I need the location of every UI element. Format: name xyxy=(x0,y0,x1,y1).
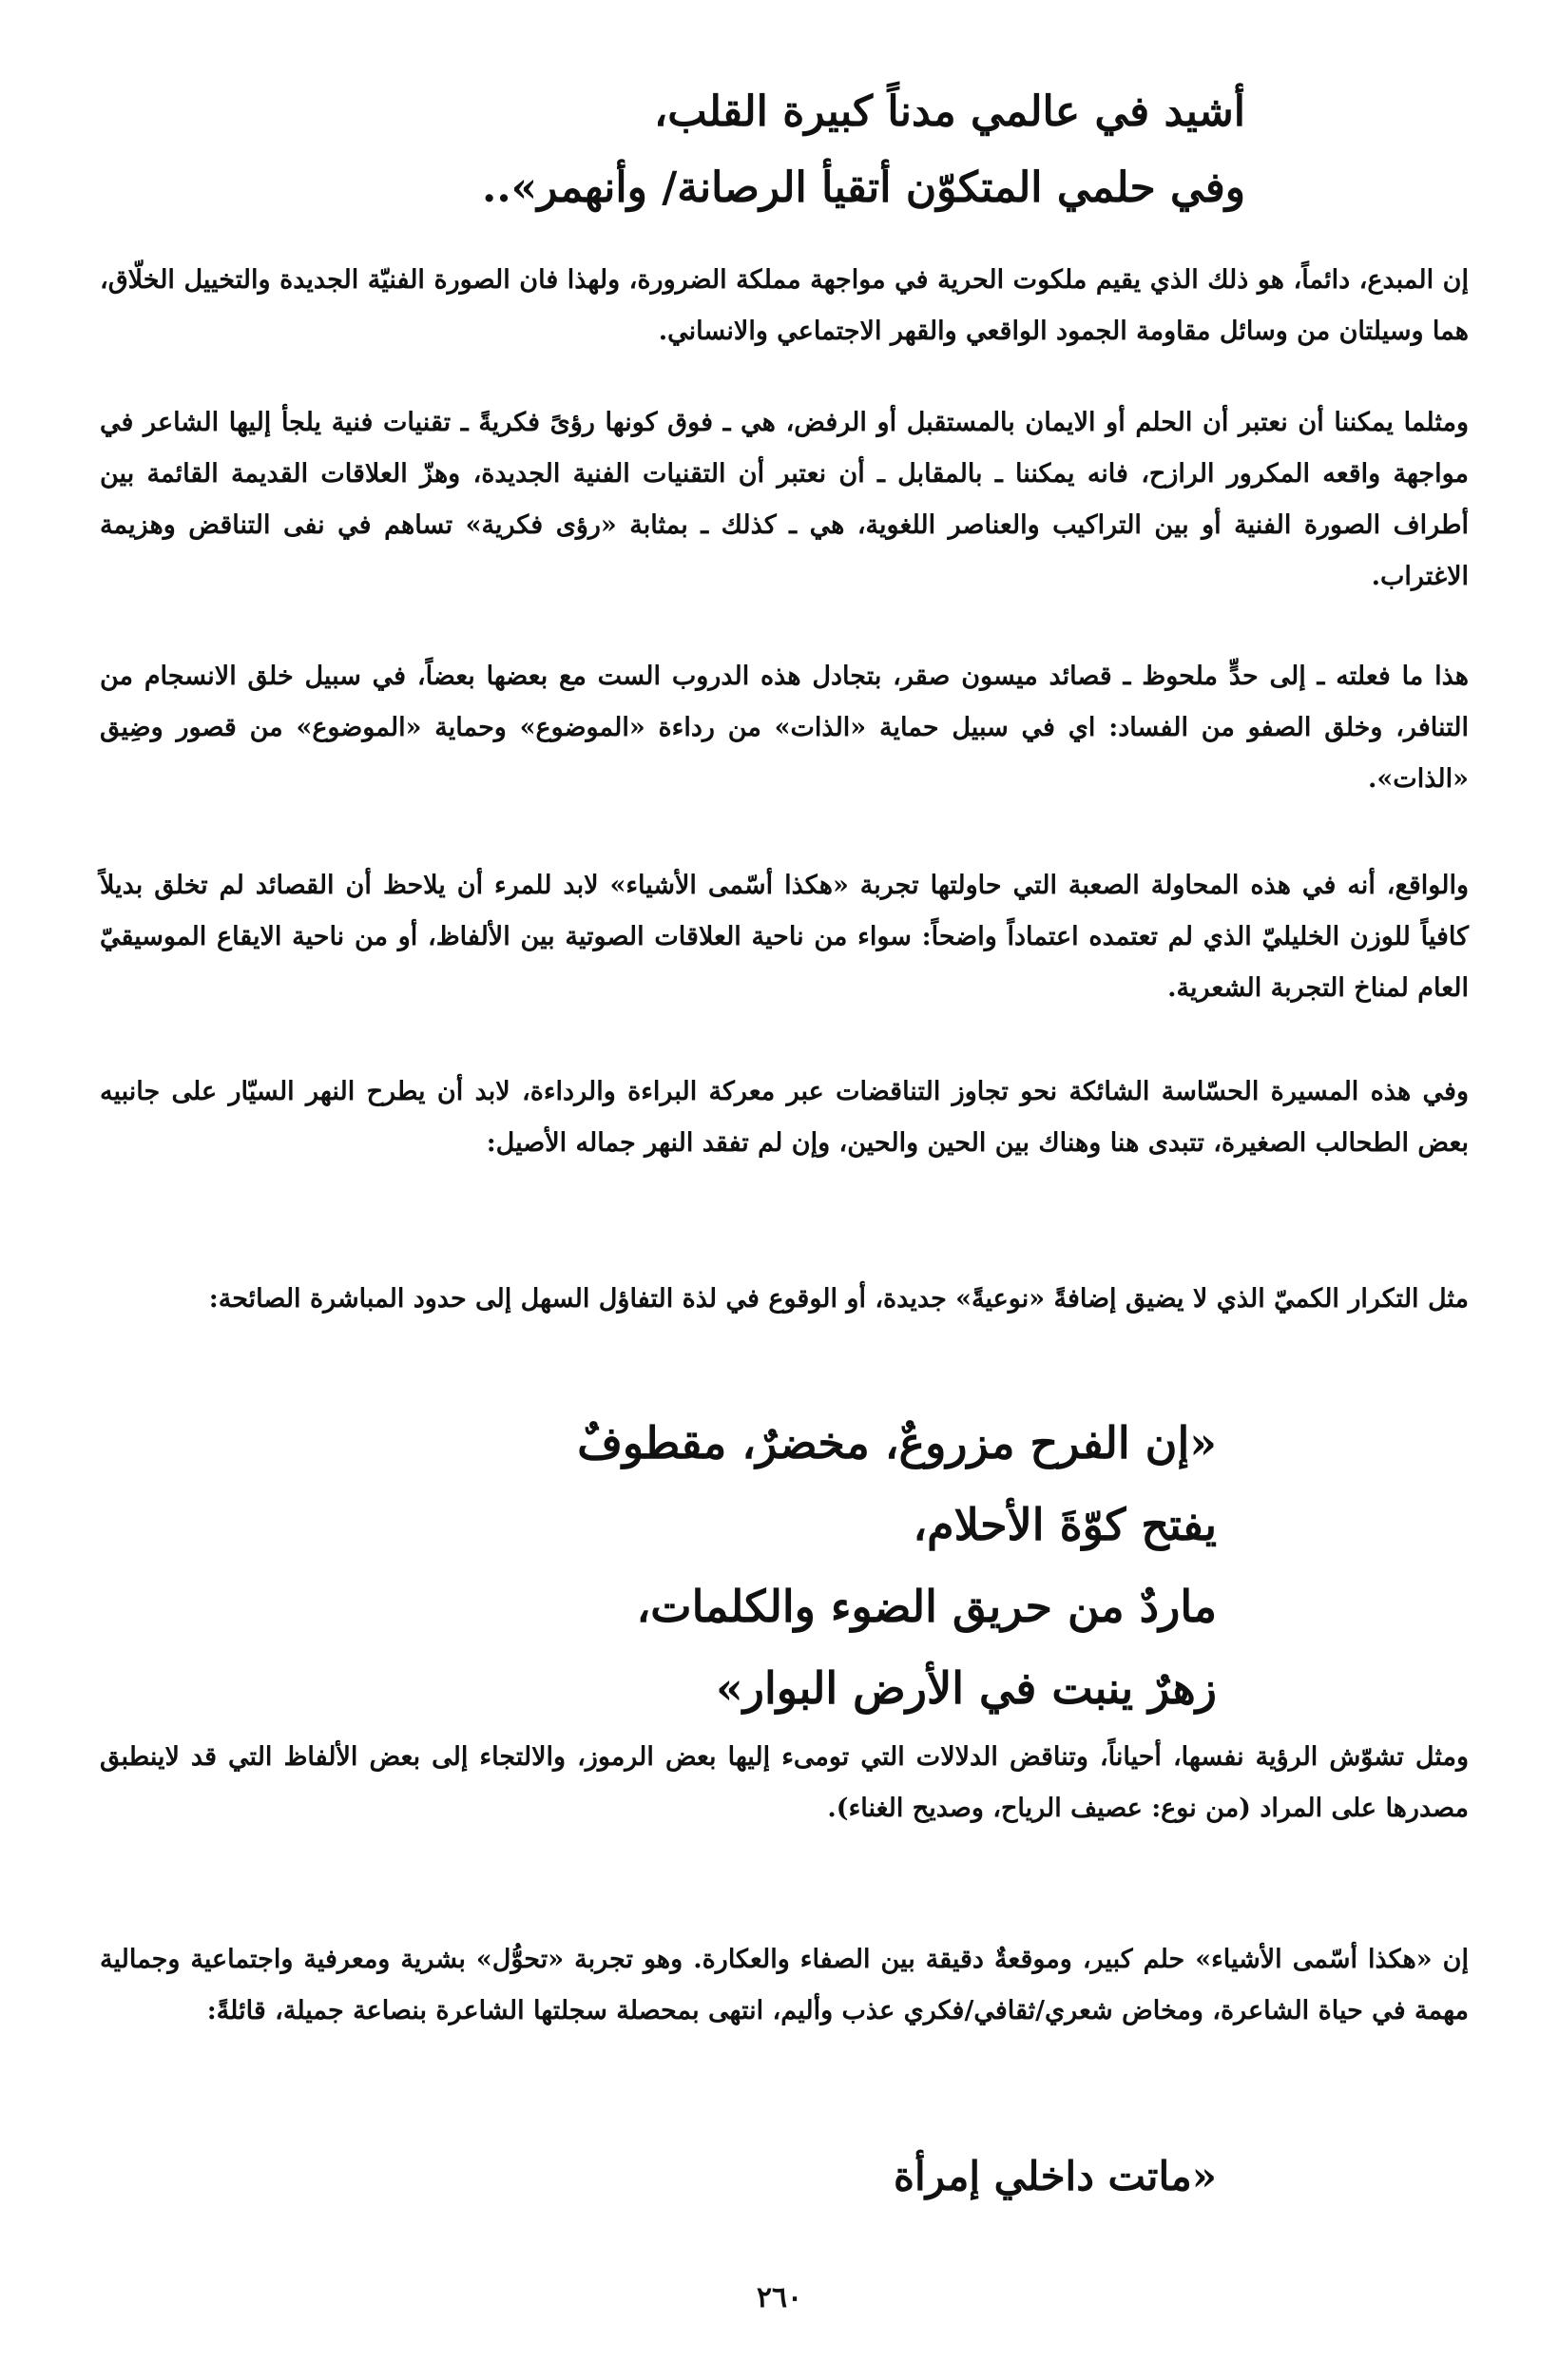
verse-line: «ماتت داخلي إمرأة xyxy=(894,2153,1217,2199)
closing-verse xyxy=(894,2143,1217,2210)
verse-line: وفي حلمي المتكوّن أتقيأ الرصانة/ وأنهمر».. xyxy=(482,163,1245,212)
paragraph-creator: إن المبدع، دائماً، هو ذلك الذي يقيم ملكوت الحرية في مواجهة مملكة الضرورة، ولهذا فان الصورة الفنيّة الجديدة والتخييل الخلّاق، هما وسيلتان من وسائل مقاومة الجمود الواقعي والقهر الاجتماعي والانساني. xyxy=(100,265,1469,346)
page-number: ٢٦٠ xyxy=(756,2281,803,2314)
paragraph-conclusion: إن «هكذا أسّمى الأشياء» حلم كبير، وموقعةٌ دقيقة بين الصفاء والعكارة. وهو تجربة «تحوُّل» بشرية ومعرفية واجتماعية وجمالية مهمة في حياة الشاعرة، ومخاض شعري/ثقافي/فكري عذب وأليم، انتهى بمحصلة سجلتها الشاعرة بنصاعة جميلة، قائلةً: xyxy=(100,1945,1469,2025)
verse-line: يفتح كوّةَ الأحلام، xyxy=(913,1499,1217,1550)
verse-line: أشيد في عالمي مدناً كبيرة القلب، xyxy=(654,87,1245,136)
paragraph-river: وفي هذه المسيرة الحسّاسة الشائكة نحو تجاوز التناقضات عبر معركة البراءة والرداءة، لابد أن يطرح النهر السيّار على جانبيه بعض الطحالب الصغيرة، تتبدى هنا وهناك بين الحين والحين، وإن لم تفقد النهر جماله الأصيل: xyxy=(100,1077,1469,1158)
paragraph-vision: ومثل تشوّش الرؤية نفسها، أحياناً، وتناقض الدلالات التي تومىء إليها بعض الرموز، والالتجاء إلى بعض الألفاظ التي قد لاينطبق مصدرها على المراد (من نوع: عصيف الرياح، وصديح الغناء). xyxy=(100,1742,1469,1823)
quoted-verse xyxy=(577,1402,1217,1729)
paragraph-rhythm: والواقع، أنه في هذه المحاولة الصعبة التي حاولتها تجربة «هكذا أسّمى الأشياء» لابد للمرء أن يلاحظ أن القصائد لم تخلق بديلاً كافياً للوزن الخليليّ الذي لم تعتمده اعتماداً واضحاً: سواء من ناحية العلاقات الصوتية بين الألفاظ، أو من ناحية الايقاع الموسيقيّ العام لمناخ التجربة الشعرية. xyxy=(100,871,1469,1003)
paragraph-dream-techniques: ومثلما يمكننا أن نعتبر أن الحلم أو الايمان بالمستقبل أو الرفض، هي ـ فوق كونها رؤىً فكريةً ـ تقنيات فنية يلجأ إليها الشاعر في مواجهة واقعه المكرور الرازح، فانه يمكننا ـ بالمقابل ـ أن نعتبر أن التقنيات الفنية الجديدة، وهزّ العلاقات القديمة القائمة بين أطراف الصورة الفنية أو بين التراكيب والعناصر اللغوية، هي ـ كذلك ـ بمثابة «رؤى فكرية» تساهم في نفى التناقض وهزيمة الاغتراب. xyxy=(100,408,1469,591)
verse-line: «إن الفرح مزروعٌ، مخضرٌ، مقطوفٌ xyxy=(577,1417,1217,1468)
opening-verse xyxy=(482,74,1245,226)
paragraph-maysoon-saqr: هذا ما فعلته ـ إلى حدٍّ ملحوظ ـ قصائد ميسون صقر، بتجادل هذه الدروب الست مع بعضها بعضاً، في سبيل خلق الانسجام من التنافر، وخلق الصفو من الفساد: اي في سبيل حماية «الذات» من رداءة «الموضوع» وحماية «الموضوع» من قصور وضِيق «الذات». xyxy=(100,662,1469,794)
verse-line: زهرٌ ينبت في الأرض البوار» xyxy=(715,1662,1217,1714)
verse-line: ماردٌ من حريق الضوء والكلمات، xyxy=(636,1581,1217,1632)
paragraph-repetition: مثل التكرار الكميّ الذي لا يضيق إضافةً «نوعيةً» جديدة، أو الوقوع في لذة التفاؤل السهل إلى حدود المباشرة الصائحة: xyxy=(208,1284,1469,1314)
